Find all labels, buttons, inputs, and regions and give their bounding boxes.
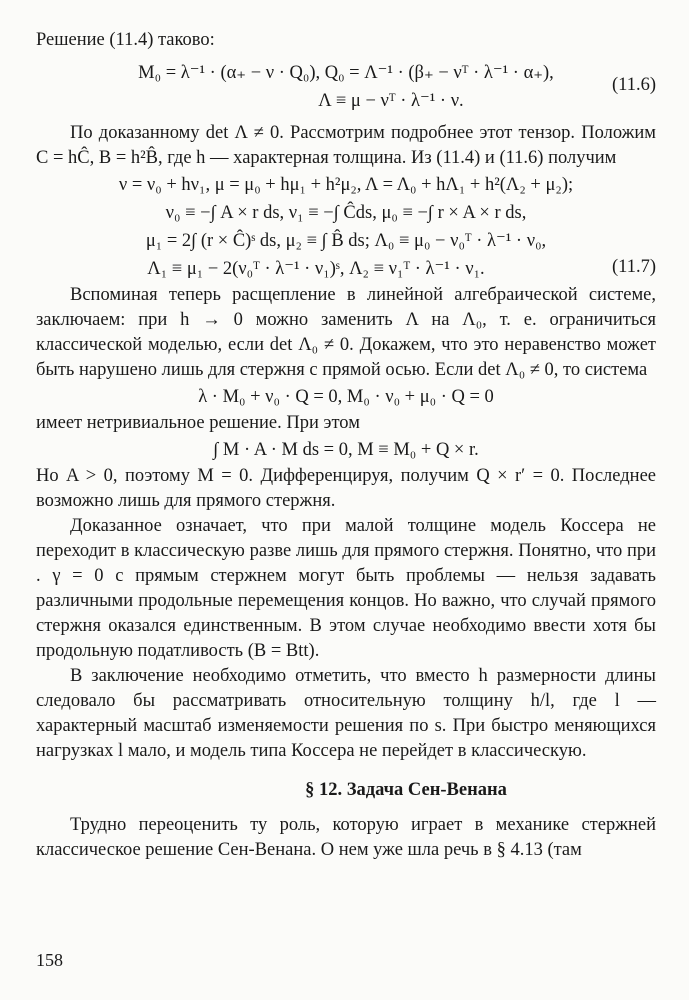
paragraph-5: Доказанное означает, что при малой толщине модель Коссера не переходит в классическую разве лишь для прямого стержня. Понятно, что при . γ = 0 с прямым стержнем могут быть проблемы — нельзя задавать различными продольные перемещения концов. Но важно, что случай прямого стержня оказался единственным. В этом случае необходимо ввести хотя бы продольную податливость (B = Btt). <box>36 516 656 661</box>
section-title: § 12. Задача Сен-Венана <box>305 780 507 800</box>
paragraph-2: Вспоминая теперь расщепление в линейной алгебраической системе, заключаем: при h → 0 можно заменить Λ на Λ₀, т. е. ограничиться классической моделью, если det Λ₀ ≠ 0. Докажем, что это неравенство может быть нарушено лишь для стержня с прямой осью. Если det Λ₀ ≠ 0, то система <box>36 285 656 380</box>
equation-number-11-6: (11.6) <box>611 75 656 95</box>
equation-11-6 <box>36 59 656 115</box>
paragraph-4: Но A > 0, поэтому M = 0. Дифференцируя, получим Q × r′ = 0. Последнее возможно лишь для прямого стержня. <box>36 466 656 511</box>
page-number: 158 <box>36 950 63 970</box>
equation-11-7 <box>36 171 656 283</box>
equation-11-7-line-1: ν = ν₀ + hν₁, μ = μ₀ + hμ₁ + h²μ₂, Λ = Λ₀ + hΛ₁ + h²(Λ₂ + μ₂); <box>118 175 574 195</box>
paragraph-1: По доказанному det Λ ≠ 0. Рассмотрим подробнее этот тензор. Положим C = hĈ, B = h²B̂, где h — характерная толщина. Из (11.4) и (11.6) получим <box>36 123 656 168</box>
equation-11-7-line-4: Λ₁ ≡ μ₁ − 2(ν₀ᵀ · λ⁻¹ · ν₁)ˢ, Λ₂ ≡ ν₁ᵀ · λ⁻¹ · ν₁. <box>147 259 485 279</box>
equation-system: λ · M₀ + ν₀ · Q = 0, M₀ · ν₀ + μ₀ · Q = 0 <box>198 387 494 407</box>
page-body <box>36 28 656 863</box>
equation-number-11-7: (11.7) <box>611 257 656 277</box>
equation-11-6-line-1: M₀ = λ⁻¹ · (α₊ − ν · Q₀), Q₀ = Λ⁻¹ · (β₊ − νᵀ · λ⁻¹ · α₊), <box>138 63 554 83</box>
paragraph-3: имеет нетривиальное решение. При этом <box>36 413 360 433</box>
equation-integral: ∫ M · A · M ds = 0, M ≡ M₀ + Q × r. <box>213 440 479 460</box>
paragraph-7: Трудно переоценить ту роль, которую играет в механике стержней классическое решение Сен-Венана. О нем уже шла речь в § 4.13 (там <box>36 815 656 860</box>
equation-11-6-line-2: Λ ≡ μ − νᵀ · λ⁻¹ · ν. <box>318 91 464 111</box>
equation-11-7-line-2: ν₀ ≡ −∫ A × r ds, ν₁ ≡ −∫ Ĉds, μ₀ ≡ −∫ r × A × r ds, <box>165 203 527 223</box>
equation-11-7-line-3: μ₁ = 2∫ (r × Ĉ)ˢ ds, μ₂ ≡ ∫ B̂ ds; Λ₀ ≡ μ₀ − ν₀ᵀ · λ⁻¹ · ν₀, <box>145 231 547 251</box>
paragraph-6: В заключение необходимо отметить, что вместо h размерности длины следовало бы рассматривать относительную толщину h/l, где l — характерный масштаб изменяемости решения по s. При быстро меняющихся нагрузках l мало, и модель типа Коссера не перейдет в классическую. <box>36 666 656 761</box>
intro-text: Решение (11.4) таково: <box>36 30 215 50</box>
